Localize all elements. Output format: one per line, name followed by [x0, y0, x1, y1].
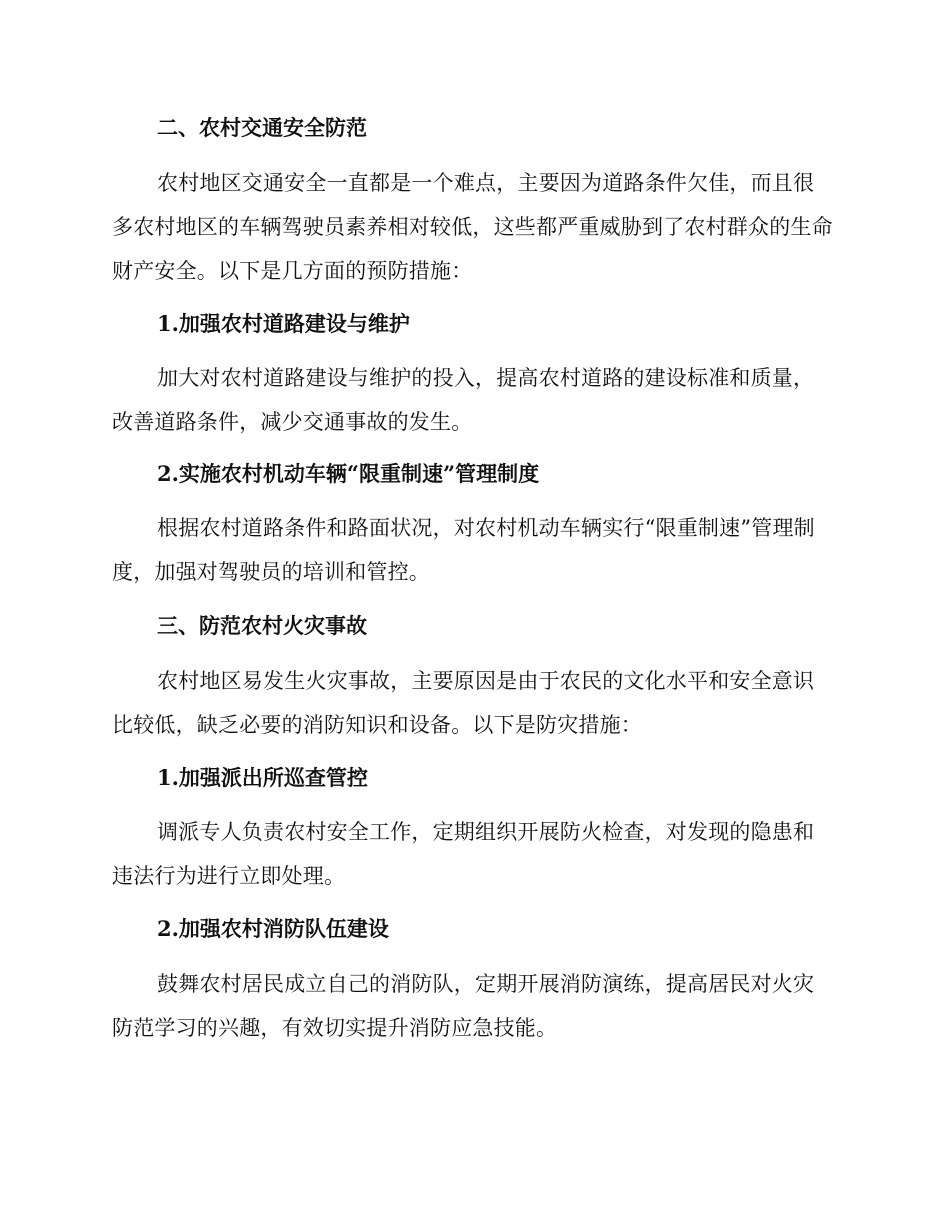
subheading-weight-speed-limit: 2.实施农村机动车辆“限重制速”管理制度: [157, 461, 540, 486]
subheading-fire-brigade: 2.加强农村消防队伍建设: [157, 916, 389, 941]
section-heading-traffic-safety: 二、农村交通安全防范: [157, 115, 367, 140]
paragraph-traffic-safety: 农村地区交通安全一直都是一个难点，主要因为道路条件欠佳，而且很多农村地区的车辆驾驶员素养相对较低，这些都严重威胁到了农村群众的生命财产安全。以下是几方面的预防措施：: [112, 171, 833, 283]
paragraph-fire-brigade: 鼓舞农村居民成立自己的消防队，定期开展消防演练，提高居民对火灾防范学习的兴趣，有效切实提升消防应急技能。: [112, 972, 815, 1040]
paragraph-weight-speed-limit: 根据农村道路条件和路面状况，对农村机动车辆实行“限重制速”管理制度，加强对驾驶员的培训和管控。: [112, 516, 815, 584]
paragraph-road-construction: 加大对农村道路建设与维护的投入，提高农村道路的建设标准和质量，改善道路条件，减少交通事故的发生。: [112, 366, 815, 434]
paragraph-fire-prevention: 农村地区易发生火灾事故，主要原因是由于农民的文化水平和安全意识比较低，缺乏必要的消防知识和设备。以下是防灾措施：: [112, 669, 815, 737]
subheading-road-construction: 1.加强农村道路建设与维护: [157, 311, 410, 336]
subheading-police-patrol: 1.加强派出所巡查管控: [157, 765, 368, 790]
paragraph-police-patrol: 调派专人负责农村安全工作，定期组织开展防火检查，对发现的隐患和违法行为进行立即处理。: [112, 820, 815, 888]
section-heading-fire-prevention: 三、防范农村火灾事故: [157, 613, 367, 638]
